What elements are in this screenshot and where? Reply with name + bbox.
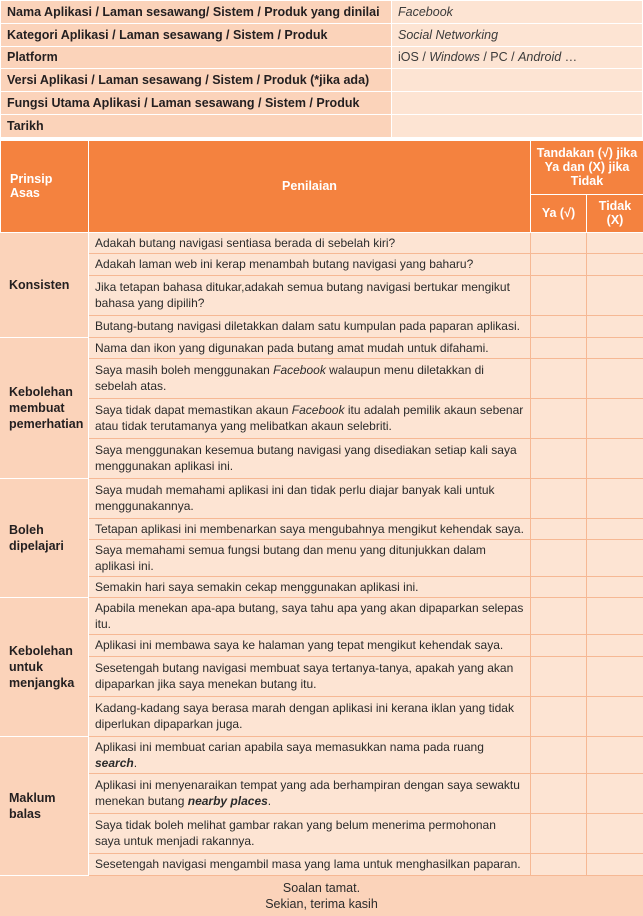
question-text: Saya masih boleh menggunakan: [95, 363, 273, 377]
question-keyword: nearby places: [188, 794, 268, 808]
question: [89, 773, 531, 813]
ya-checkbox[interactable]: [531, 253, 587, 275]
question-text: walaupun menu diletakkan di sebelah atas.: [95, 363, 484, 393]
table-row: [1, 438, 643, 478]
question: Kadang-kadang saya berasa marah dengan aplikasi ini kerana iklan yang tidak diperlukan dipaparkan juga.: [89, 696, 531, 736]
closing-line-1: Soalan tamat.: [0, 880, 643, 896]
question: [89, 358, 531, 398]
ya-checkbox[interactable]: [531, 773, 587, 813]
tidak-checkbox[interactable]: [587, 773, 643, 813]
info-row: [1, 114, 643, 137]
tidak-checkbox[interactable]: [587, 736, 643, 773]
category-konsisten: Konsisten: [1, 232, 89, 337]
table-row: [1, 696, 643, 736]
question: Nama dan ikon yang digunakan pada butang amat mudah untuk difahami.: [89, 337, 531, 358]
separator: /: [419, 50, 429, 64]
tidak-checkbox[interactable]: [587, 232, 643, 253]
table-row: [1, 736, 643, 773]
ya-checkbox[interactable]: [531, 656, 587, 696]
tidak-checkbox[interactable]: [587, 576, 643, 597]
info-value[interactable]: [392, 114, 643, 137]
question: Semakin hari saya semakin cekap menggunakan aplikasi ini.: [89, 576, 531, 597]
ya-checkbox[interactable]: [531, 736, 587, 773]
ya-checkbox[interactable]: [531, 337, 587, 358]
tidak-checkbox[interactable]: [587, 634, 643, 656]
table-row: [1, 337, 643, 358]
platform-pc: PC: [490, 50, 507, 64]
tidak-checkbox[interactable]: [587, 539, 643, 576]
tidak-checkbox[interactable]: [587, 518, 643, 539]
assessment-table: [0, 140, 643, 876]
question: Saya mudah memahami aplikasi ini dan tidak perlu diajar banyak kali untuk menggunakannya.: [89, 478, 531, 518]
platform-windows: Windows: [429, 50, 480, 64]
question-text: .: [268, 794, 271, 808]
info-label: Fungsi Utama Aplikasi / Laman sesawang / Sistem / Produk: [1, 92, 392, 115]
table-row: [1, 813, 643, 853]
category-dipelajari: Boleh dipelajari: [1, 478, 89, 597]
ya-checkbox[interactable]: [531, 576, 587, 597]
question-keyword: search: [95, 756, 134, 770]
question: Saya menggunakan kesemua butang navigasi yang disediakan setiap kali saya menggunakan aplikasi ini.: [89, 438, 531, 478]
info-label: Kategori Aplikasi / Laman sesawang / Sistem / Produk: [1, 23, 392, 46]
question: Sesetengah navigasi mengambil masa yang lama untuk menghasilkan paparan.: [89, 853, 531, 875]
ya-checkbox[interactable]: [531, 478, 587, 518]
info-row: [1, 1, 643, 24]
question: [89, 398, 531, 438]
table-row: [1, 773, 643, 813]
tidak-checkbox[interactable]: [587, 358, 643, 398]
ya-checkbox[interactable]: [531, 315, 587, 337]
ya-header: Ya (√): [531, 194, 587, 232]
ya-checkbox[interactable]: [531, 232, 587, 253]
question: Saya memahami semua fungsi butang dan menu yang ditunjukkan dalam aplikasi ini.: [89, 539, 531, 576]
question-text: Aplikasi ini menyenaraikan tempat yang ada berhampiran dengan saya sewaktu menekan butang: [95, 778, 520, 808]
separator: /: [508, 50, 518, 64]
tidak-header: Tidak (X): [587, 194, 643, 232]
tidak-checkbox[interactable]: [587, 813, 643, 853]
ya-checkbox[interactable]: [531, 358, 587, 398]
table-row: [1, 656, 643, 696]
tidak-checkbox[interactable]: [587, 853, 643, 875]
question: Jika tetapan bahasa ditukar,adakah semua butang navigasi bertukar mengikut bahasa yang dipilih?: [89, 275, 531, 315]
ya-checkbox[interactable]: [531, 813, 587, 853]
table-row: [1, 634, 643, 656]
tidak-checkbox[interactable]: [587, 696, 643, 736]
ya-checkbox[interactable]: [531, 438, 587, 478]
question-text: Saya tidak dapat memastikan akaun: [95, 403, 292, 417]
category-menjangka: Kebolehan untuk menjangka: [1, 597, 89, 736]
tidak-checkbox[interactable]: [587, 315, 643, 337]
tidak-checkbox[interactable]: [587, 597, 643, 634]
info-row: [1, 69, 643, 92]
question: Aplikasi ini membawa saya ke halaman yang tepat mengikut kehendak saya.: [89, 634, 531, 656]
tandakan-header: Tandakan (√) jika Ya dan (X) jika Tidak: [531, 140, 643, 194]
tidak-checkbox[interactable]: [587, 253, 643, 275]
platform-android: Android: [518, 50, 561, 64]
question: Adakah laman web ini kerap menambah butang navigasi yang baharu?: [89, 253, 531, 275]
table-row: [1, 518, 643, 539]
info-value[interactable]: Social Networking: [392, 23, 643, 46]
info-label: Tarikh: [1, 114, 392, 137]
table-row: [1, 253, 643, 275]
table-row: [1, 275, 643, 315]
table-row: [1, 576, 643, 597]
question: Saya tidak boleh melihat gambar rakan yang belum menerima permohonan saya untuk menjadi rakannya.: [89, 813, 531, 853]
tidak-checkbox[interactable]: [587, 438, 643, 478]
question: Butang-butang navigasi diletakkan dalam satu kumpulan pada paparan aplikasi.: [89, 315, 531, 337]
ya-checkbox[interactable]: [531, 518, 587, 539]
info-label: Nama Aplikasi / Laman sesawang/ Sistem / Produk yang dinilai: [1, 1, 392, 24]
question: [89, 736, 531, 773]
question-emphasis: Facebook: [292, 403, 345, 417]
question-text: .: [134, 756, 137, 770]
penilaian-header: Penilaian: [89, 140, 531, 232]
category-pemerhatian: Kebolehan membuat pemerhatian: [1, 337, 89, 478]
table-row: [1, 853, 643, 875]
tidak-checkbox[interactable]: [587, 398, 643, 438]
table-row: [1, 398, 643, 438]
question: Tetapan aplikasi ini membenarkan saya mengubahnya mengikut kehendak saya.: [89, 518, 531, 539]
table-row: [1, 358, 643, 398]
question-text: itu adalah pemilik akaun sebenar atau tidak terutamanya yang melibatkan akaun selebriti.: [95, 403, 523, 433]
ya-checkbox[interactable]: [531, 275, 587, 315]
question: Adakah butang navigasi sentiasa berada di sebelah kiri?: [89, 232, 531, 253]
question: Apabila menekan apa-apa butang, saya tahu apa yang akan dipaparkan selepas itu.: [89, 597, 531, 634]
ya-checkbox[interactable]: [531, 597, 587, 634]
info-label: Platform: [1, 46, 392, 69]
info-label: Versi Aplikasi / Laman sesawang / Sistem / Produk (*jika ada): [1, 69, 392, 92]
separator: /: [480, 50, 490, 64]
ya-checkbox[interactable]: [531, 539, 587, 576]
info-row: [1, 23, 643, 46]
platform-value[interactable]: [392, 46, 643, 69]
tidak-checkbox[interactable]: [587, 656, 643, 696]
prinsip-header: Prinsip Asas: [1, 140, 89, 232]
info-value[interactable]: [392, 69, 643, 92]
question-emphasis: Facebook: [273, 363, 326, 377]
platform-more: …: [561, 50, 577, 64]
ya-checkbox[interactable]: [531, 398, 587, 438]
tidak-checkbox[interactable]: [587, 337, 643, 358]
platform-ios: iOS: [398, 50, 419, 64]
ya-checkbox[interactable]: [531, 634, 587, 656]
table-row: [1, 232, 643, 253]
table-row: [1, 478, 643, 518]
table-row: [1, 597, 643, 634]
question-text: Aplikasi ini membuat carian apabila saya memasukkan nama pada ruang: [95, 740, 484, 754]
question: Sesetengah butang navigasi membuat saya tertanya-tanya, apakah yang akan dipaparkan jika saya menekan butang itu.: [89, 656, 531, 696]
closing-line-2: Sekian, terima kasih: [0, 896, 643, 912]
info-value[interactable]: [392, 92, 643, 115]
info-row: [1, 92, 643, 115]
category-maklum-balas: Maklum balas: [1, 736, 89, 875]
table-row: [1, 315, 643, 337]
ya-checkbox[interactable]: [531, 853, 587, 875]
info-table: [0, 0, 643, 138]
tidak-checkbox[interactable]: [587, 275, 643, 315]
closing-note: [0, 876, 643, 916]
header-row: [1, 140, 643, 194]
info-row: [1, 46, 643, 69]
info-value[interactable]: Facebook: [392, 1, 643, 24]
ya-checkbox[interactable]: [531, 696, 587, 736]
tidak-checkbox[interactable]: [587, 478, 643, 518]
table-row: [1, 539, 643, 576]
